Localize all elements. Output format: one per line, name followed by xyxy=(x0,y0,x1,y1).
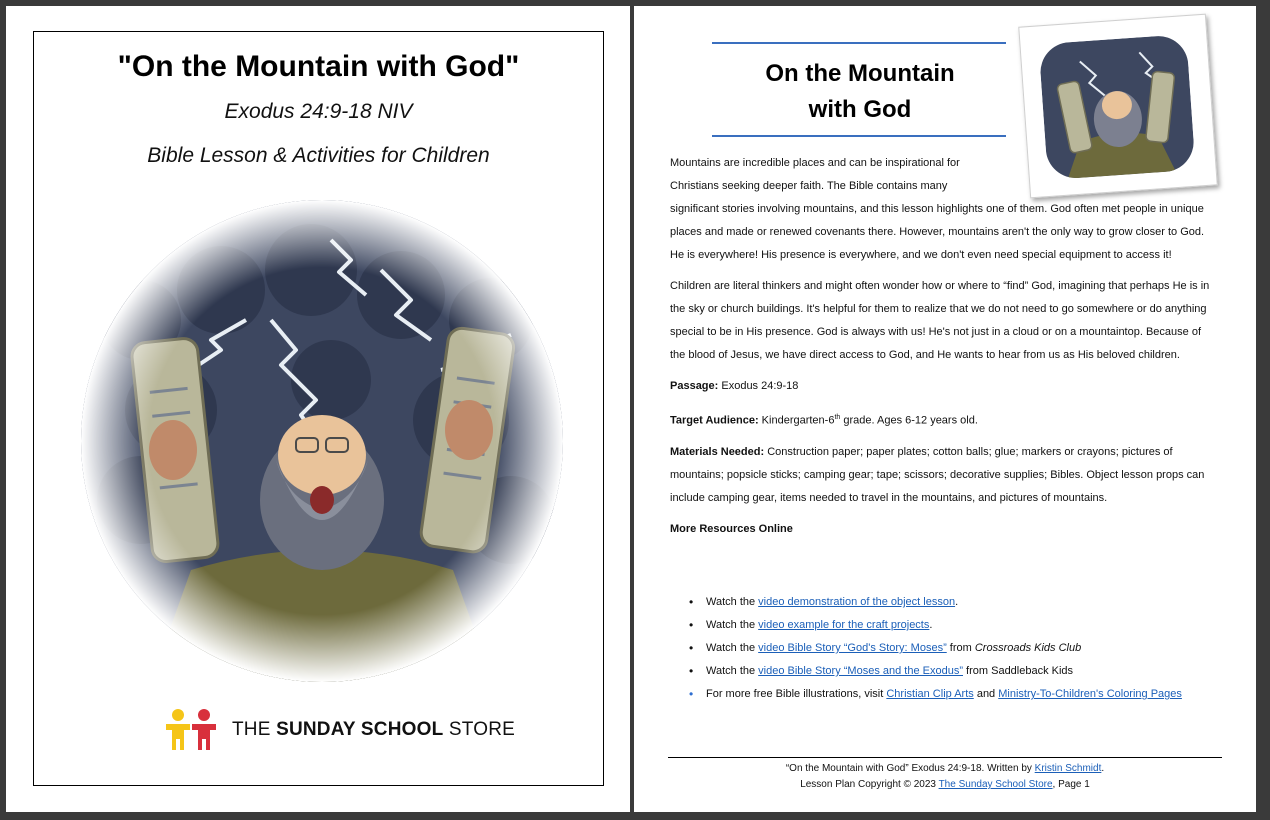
intro-line-2: Christians seeking deeper faith. The Bible contains many xyxy=(670,180,948,192)
cover-scripture: Exodus 24:9-18 NIV xyxy=(224,100,413,123)
list-item: • Watch the video Bible Story “Moses and the Exodus” from Saddleback Kids xyxy=(706,660,1266,683)
author-link[interactable]: Kristin Schmidt xyxy=(1034,763,1102,774)
intro-line-1: Mountains are incredible places and can be inspirational for xyxy=(670,157,960,169)
footer-line-1: “On the Mountain with God” Exodus 24:9-18. Written by Kristin Schmidt. xyxy=(785,763,1105,774)
list-item: • Watch the video example for the craft projects. xyxy=(706,614,1266,637)
page-footer xyxy=(668,761,1222,793)
lesson-page xyxy=(634,6,1256,812)
publisher-link[interactable]: The Sunday School Store xyxy=(938,779,1053,790)
cover-page xyxy=(6,6,630,812)
title-rule-bottom xyxy=(712,135,1006,137)
footer-rule xyxy=(668,757,1222,758)
audience-line: Target Audience: Kindergarten-6th grade. Ages 6-12 years old. xyxy=(670,414,978,427)
list-item: • Watch the video Bible Story “God's Story: Moses” from Crossroads Kids Club xyxy=(706,637,1266,660)
object-lesson-video-link[interactable]: video demonstration of the object lesson xyxy=(758,596,956,608)
context-paragraph: Children are literal thinkers and might often wonder how or where to “find” God, imagining that perhaps He is in the sky or church buildings. It's helpful for them to realize that we do not need to go somewhere or do anything special to be in His presence. God is always with us! He's not just in a cloud or on a mountaintop. Because of the blood of Jesus, we have direct access to God, and He wants to hear from us as His beloved children. xyxy=(670,280,1210,361)
resources-list xyxy=(670,591,1266,706)
christian-clip-arts-link[interactable]: Christian Clip Arts xyxy=(886,688,974,700)
cover-frame xyxy=(33,31,604,786)
gods-story-moses-link[interactable]: video Bible Story “God's Story: Moses” xyxy=(758,642,947,654)
materials-paragraph: Materials Needed: Construction paper; paper plates; cotton balls; glue; markers or crayons; pictures of mountains; popsicle sticks; camping gear; tape; scissors; decorative supplies; Bibles. Object lesson props can include camping gear, items needed to travel in the mountains, and pictures of mountains. xyxy=(670,445,1205,504)
brand-name: THE SUNDAY SCHOOL STORE xyxy=(232,719,515,740)
craft-video-link[interactable]: video example for the craft projects xyxy=(758,619,930,631)
children-figures-icon xyxy=(162,708,222,752)
cover-subtitle: Bible Lesson & Activities for Children xyxy=(147,144,490,167)
title-rule-top xyxy=(712,42,1006,44)
cover-title: "On the Mountain with God" xyxy=(117,50,520,83)
intro-paragraph: significant stories involving mountains, and this lesson highlights one of them. God often met people in unique places and made or renewed covenants there. However, mountains aren't the only way to grow closer to God. He is everywhere! His presence is everywhere, and we don't even need special equipment to access it! xyxy=(670,203,1205,261)
moses-exodus-video-link[interactable]: video Bible Story “Moses and the Exodus” xyxy=(758,665,963,677)
brand-logo xyxy=(162,708,515,752)
footer-line-2: Lesson Plan Copyright © 2023 The Sunday School Store, Page 1 xyxy=(800,779,1090,790)
lesson-body xyxy=(670,152,1218,541)
moses-illustration xyxy=(81,200,563,682)
list-item: • Watch the video demonstration of the object lesson. xyxy=(706,591,1266,614)
resources-heading: More Resources Online xyxy=(670,522,793,535)
lesson-title: On the Mountain with God xyxy=(765,60,955,123)
list-item: • For more free Bible illustrations, visit Christian Clip Arts and Ministry-To-Children's Coloring Pages xyxy=(706,683,1266,706)
passage-line: Passage: Exodus 24:9-18 xyxy=(670,380,799,392)
coloring-pages-link[interactable]: Ministry-To-Children's Coloring Pages xyxy=(998,688,1182,700)
